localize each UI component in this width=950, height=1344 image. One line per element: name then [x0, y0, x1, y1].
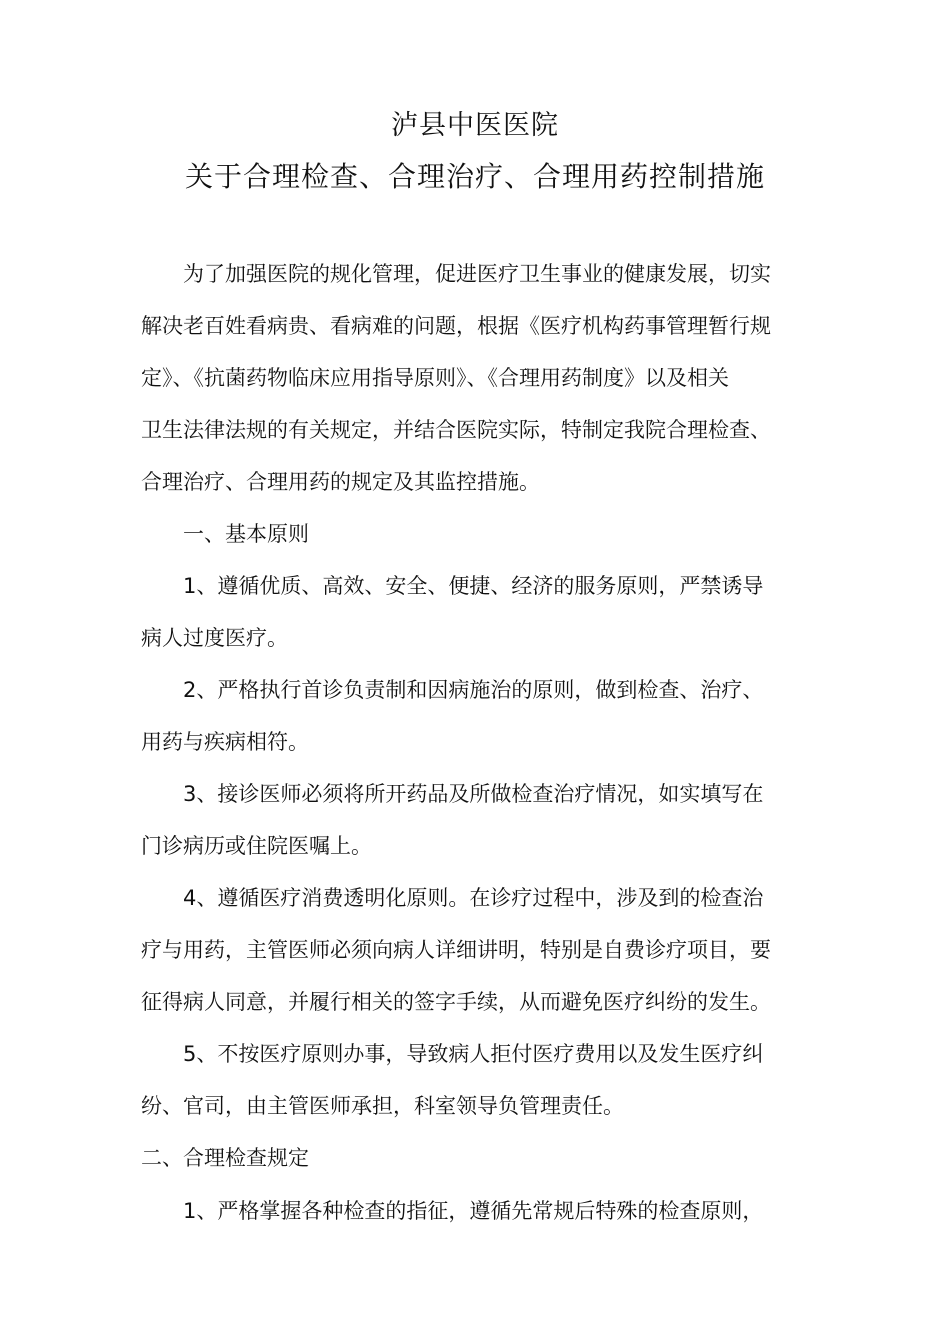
section1-item-4-line-3: 征得病人同意，并履行相关的签字手续，从而避免医疗纠纷的发生。 — [141, 990, 771, 1014]
section1-item-3-line-1 — [183, 779, 763, 809]
section1-item-4-line-2: 疗与用药，主管医师必须向病人详细讲明，特别是自费诊疗项目，要 — [141, 938, 771, 962]
item-number: 2 — [183, 678, 197, 702]
item-text: 、遵循优质、高效、安全、便捷、经济的服务原则，严禁诱导 — [196, 574, 764, 598]
section2-item-1-line-1 — [183, 1196, 763, 1226]
item-number: 3 — [183, 782, 197, 806]
section1-item-5-line-1 — [183, 1039, 763, 1069]
item-text: 、遵循医疗消费透明化原则。在诊疗过程中，涉及到的检查治 — [196, 886, 764, 910]
item-number: 5 — [183, 1042, 197, 1066]
intro-line-1: 为了加强医院的规化管理，促进医疗卫生事业的健康发展，切实 — [183, 262, 771, 286]
intro-line-5: 合理治疗、合理用药的规定及其监控措施。 — [141, 470, 540, 494]
document-title-subject: 关于合理检查、合理治疗、合理用药控制措施 — [184, 160, 765, 193]
section1-item-1-line-1 — [183, 571, 763, 601]
item-text: 、不按医疗原则办事，导致病人拒付医疗费用以及发生医疗纠 — [196, 1042, 764, 1066]
intro-line-2: 解决老百姓看病贵、看病难的问题，根据《医疗机构药事管理暂行规 — [141, 314, 771, 338]
section-heading-reasonable-examination: 二、合理检查规定 — [141, 1146, 309, 1170]
intro-line-4: 卫生法律法规的有关规定，并结合医院实际，特制定我院合理检查、 — [141, 418, 771, 442]
document-title-hospital: 泸县中医医院 — [391, 110, 559, 141]
section1-item-4-line-1 — [183, 883, 763, 913]
section1-item-2-line-1 — [183, 675, 763, 705]
item-number: 1 — [183, 574, 197, 598]
item-text: 、接诊医师必须将所开药品及所做检查治疗情况，如实填写在 — [196, 782, 764, 806]
item-number: 4 — [183, 886, 197, 910]
section-heading-basic-principles: 一、基本原则 — [183, 522, 309, 546]
item-text: 、严格掌握各种检查的指征，遵循先常规后特殊的检查原则， — [196, 1199, 764, 1223]
item-number: 1 — [183, 1199, 197, 1223]
section1-item-1-line-2: 病人过度医疗。 — [141, 626, 288, 650]
section1-item-5-line-2: 纷、官司，由主管医师承担，科室领导负管理责任。 — [141, 1094, 624, 1118]
item-text: 、严格执行首诊负责制和因病施治的原则，做到检查、治疗、 — [196, 678, 764, 702]
section1-item-3-line-2: 门诊病历或住院医嘱上。 — [141, 834, 372, 858]
section1-item-2-line-2: 用药与疾病相符。 — [141, 730, 309, 754]
intro-line-3: 定》、《抗菌药物临床应用指导原则》、《合理用药制度》以及相关 — [141, 366, 729, 390]
